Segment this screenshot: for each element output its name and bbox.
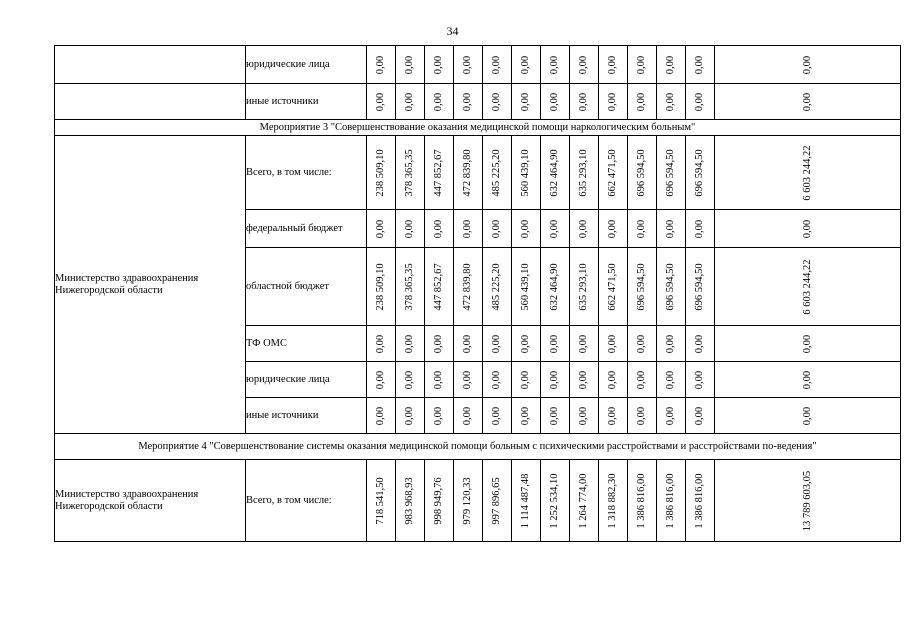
amount-cell [367, 248, 396, 326]
amount-cell [483, 398, 512, 434]
amount-value: 0,00 [433, 406, 444, 425]
amount-value: 696 594,50 [694, 262, 705, 311]
total-value: 0,00 [801, 334, 813, 353]
amount-cell [628, 136, 657, 210]
amount-cell [396, 326, 425, 362]
amount-cell [657, 136, 686, 210]
amount-cell [599, 210, 628, 248]
amount-cell [454, 84, 483, 120]
amount-value: 472 839,80 [462, 148, 473, 197]
amount-value: 0,00 [433, 55, 444, 74]
funding-source-cell: ТФ ОМС [246, 326, 367, 362]
amount-value: 485 225,20 [491, 148, 502, 197]
amount-cell [570, 326, 599, 362]
amount-cell [541, 136, 570, 210]
amount-value: 0,00 [520, 92, 531, 111]
total-cell [715, 136, 901, 210]
amount-cell [512, 136, 541, 210]
amount-value: 0,00 [520, 406, 531, 425]
amount-value: 1 264 774,00 [578, 472, 589, 529]
measure-title: Мероприятие 3 "Совершенствование оказания медицинской помощи наркологическим больным" [55, 120, 901, 136]
amount-cell [628, 210, 657, 248]
amount-cell [599, 326, 628, 362]
amount-cell [454, 326, 483, 362]
amount-value: 0,00 [549, 334, 560, 353]
amount-cell [599, 248, 628, 326]
amount-cell [686, 136, 715, 210]
amount-cell [483, 210, 512, 248]
table-row [55, 460, 901, 542]
amount-value: 0,00 [375, 406, 386, 425]
amount-value: 662 471,50 [607, 262, 618, 311]
total-cell [715, 248, 901, 326]
amount-value: 998 949,76 [433, 476, 444, 525]
amount-value: 997 896,65 [491, 476, 502, 525]
total-value: 6 603 244,22 [801, 144, 813, 201]
amount-value: 0,00 [375, 334, 386, 353]
executor-cell [55, 46, 246, 84]
amount-value: 0,00 [404, 219, 415, 238]
amount-cell [512, 460, 541, 542]
amount-value: 0,00 [607, 334, 618, 353]
amount-cell [570, 46, 599, 84]
amount-cell [396, 84, 425, 120]
executor-cell: Министерство здравоохранения Нижегородской области [55, 460, 246, 542]
amount-cell [657, 46, 686, 84]
amount-cell [628, 460, 657, 542]
amount-value: 1 114 487,48 [520, 473, 531, 528]
amount-cell [628, 46, 657, 84]
amount-value: 0,00 [520, 334, 531, 353]
funding-source-cell: Всего, в том числе: [246, 136, 367, 210]
amount-cell [570, 398, 599, 434]
amount-cell [483, 136, 512, 210]
amount-cell [541, 362, 570, 398]
amount-value: 0,00 [607, 92, 618, 111]
amount-cell [425, 248, 454, 326]
amount-cell [599, 362, 628, 398]
amount-cell [425, 46, 454, 84]
amount-cell [425, 210, 454, 248]
amount-cell [512, 248, 541, 326]
amount-value: 0,00 [607, 55, 618, 74]
amount-cell [425, 136, 454, 210]
amount-value: 635 293,10 [578, 148, 589, 197]
amount-cell [599, 46, 628, 84]
amount-value: 447 852,67 [433, 148, 444, 197]
amount-cell [367, 136, 396, 210]
amount-value: 0,00 [665, 55, 676, 74]
amount-value: 0,00 [665, 370, 676, 389]
amount-value: 0,00 [433, 92, 444, 111]
amount-value: 0,00 [404, 406, 415, 425]
total-value: 6 603 244,22 [801, 258, 813, 315]
total-value: 0,00 [801, 219, 813, 238]
total-value: 0,00 [801, 370, 813, 389]
amount-cell [454, 46, 483, 84]
amount-cell [686, 210, 715, 248]
funding-source-cell: иные источники [246, 84, 367, 120]
amount-cell [367, 398, 396, 434]
amount-value: 696 594,50 [636, 262, 647, 311]
funding-source-cell: юридические лица [246, 46, 367, 84]
amount-value: 560 439,10 [520, 262, 531, 311]
amount-value: 696 594,50 [694, 148, 705, 197]
amount-cell [628, 84, 657, 120]
amount-cell [367, 460, 396, 542]
amount-cell [512, 362, 541, 398]
amount-cell [425, 398, 454, 434]
amount-cell [599, 136, 628, 210]
amount-value: 0,00 [636, 92, 647, 111]
amount-cell [512, 84, 541, 120]
amount-value: 0,00 [549, 370, 560, 389]
amount-value: 718 541,50 [375, 476, 386, 525]
amount-cell [367, 46, 396, 84]
amount-value: 0,00 [462, 92, 473, 111]
amount-value: 0,00 [375, 219, 386, 238]
amount-cell [454, 362, 483, 398]
funding-source-cell: областной бюджет [246, 248, 367, 326]
amount-value: 696 594,50 [665, 148, 676, 197]
amount-cell [628, 362, 657, 398]
amount-value: 0,00 [694, 370, 705, 389]
amount-value: 0,00 [520, 219, 531, 238]
amount-value: 0,00 [375, 55, 386, 74]
amount-cell [686, 46, 715, 84]
amount-cell [686, 248, 715, 326]
amount-cell [599, 398, 628, 434]
amount-value: 0,00 [462, 406, 473, 425]
amount-value: 979 120,33 [462, 476, 473, 525]
amount-cell [570, 362, 599, 398]
total-cell [715, 398, 901, 434]
amount-value: 0,00 [462, 370, 473, 389]
amount-value: 472 839,80 [462, 262, 473, 311]
amount-cell [483, 362, 512, 398]
funding-source-cell: юридические лица [246, 362, 367, 398]
amount-value: 0,00 [694, 55, 705, 74]
amount-value: 0,00 [665, 219, 676, 238]
page-number: 34 [446, 24, 459, 38]
amount-value: 983 968,93 [404, 476, 415, 525]
total-value: 13 789 603,05 [801, 470, 813, 531]
amount-value: 0,00 [375, 370, 386, 389]
amount-value: 0,00 [665, 406, 676, 425]
amount-value: 0,00 [433, 370, 444, 389]
amount-value: 238 509,10 [375, 148, 386, 197]
amount-cell [425, 326, 454, 362]
amount-cell [425, 460, 454, 542]
amount-value: 0,00 [578, 92, 589, 111]
amount-value: 0,00 [375, 92, 386, 111]
amount-cell [686, 460, 715, 542]
amount-cell [541, 46, 570, 84]
amount-value: 447 852,67 [433, 262, 444, 311]
financing-table [54, 45, 901, 542]
amount-value: 0,00 [520, 55, 531, 74]
amount-cell [396, 248, 425, 326]
amount-value: 0,00 [404, 334, 415, 353]
amount-value: 0,00 [665, 92, 676, 111]
funding-source-cell: Всего, в том числе: [246, 460, 367, 542]
amount-cell [483, 46, 512, 84]
amount-value: 0,00 [549, 406, 560, 425]
amount-value: 1 386 816,00 [694, 472, 705, 529]
amount-value: 0,00 [404, 55, 415, 74]
total-value: 0,00 [801, 55, 813, 74]
amount-value: 0,00 [549, 55, 560, 74]
amount-cell [454, 136, 483, 210]
amount-cell [425, 362, 454, 398]
executor-cell: Министерство здравоохранения Нижегородской области [55, 136, 246, 434]
amount-cell [454, 460, 483, 542]
amount-value: 560 439,10 [520, 148, 531, 197]
amount-cell [657, 210, 686, 248]
amount-cell [541, 460, 570, 542]
amount-value: 696 594,50 [636, 148, 647, 197]
table-row [55, 46, 901, 84]
amount-value: 632 464,90 [549, 262, 560, 311]
measure-title: Мероприятие 4 "Совершенствование системы оказания медицинской помощи больным с психическими расстройствами и расстройствами по-ведения" [55, 434, 901, 460]
funding-source-cell: федеральный бюджет [246, 210, 367, 248]
amount-cell [396, 362, 425, 398]
amount-cell [657, 248, 686, 326]
amount-cell [541, 248, 570, 326]
amount-cell [367, 84, 396, 120]
amount-cell [628, 326, 657, 362]
amount-value: 0,00 [491, 334, 502, 353]
amount-value: 0,00 [462, 219, 473, 238]
amount-value: 0,00 [549, 219, 560, 238]
amount-value: 0,00 [578, 334, 589, 353]
amount-value: 0,00 [636, 219, 647, 238]
amount-value: 0,00 [520, 370, 531, 389]
amount-value: 0,00 [491, 92, 502, 111]
amount-cell [541, 210, 570, 248]
amount-value: 0,00 [491, 219, 502, 238]
amount-value: 0,00 [433, 334, 444, 353]
measure-header-row [55, 434, 901, 460]
amount-value: 635 293,10 [578, 262, 589, 311]
amount-value: 0,00 [578, 219, 589, 238]
amount-value: 0,00 [578, 406, 589, 425]
amount-cell [454, 398, 483, 434]
amount-cell [628, 398, 657, 434]
amount-value: 0,00 [636, 55, 647, 74]
amount-cell [686, 398, 715, 434]
amount-value: 238 509,10 [375, 262, 386, 311]
amount-cell [686, 362, 715, 398]
amount-cell [396, 46, 425, 84]
amount-value: 0,00 [404, 370, 415, 389]
amount-value: 0,00 [491, 406, 502, 425]
amount-cell [570, 248, 599, 326]
amount-cell [454, 210, 483, 248]
amount-cell [570, 460, 599, 542]
amount-value: 0,00 [607, 370, 618, 389]
amount-value: 1 386 816,00 [636, 472, 647, 529]
total-cell [715, 46, 901, 84]
table-row [55, 136, 901, 210]
executor-cell [55, 84, 246, 120]
total-cell [715, 84, 901, 120]
amount-value: 1 318 882,30 [607, 472, 618, 529]
amount-value: 378 365,35 [404, 262, 415, 311]
amount-value: 0,00 [694, 406, 705, 425]
amount-cell [512, 46, 541, 84]
amount-value: 0,00 [636, 334, 647, 353]
amount-cell [483, 84, 512, 120]
amount-cell [454, 248, 483, 326]
amount-cell [599, 460, 628, 542]
amount-cell [570, 210, 599, 248]
amount-cell [541, 84, 570, 120]
amount-cell [367, 362, 396, 398]
amount-value: 662 471,50 [607, 148, 618, 197]
amount-value: 485 225,20 [491, 262, 502, 311]
amount-cell [396, 460, 425, 542]
measure-header-row [55, 120, 901, 136]
amount-value: 0,00 [578, 55, 589, 74]
amount-cell [483, 326, 512, 362]
amount-cell [512, 326, 541, 362]
amount-cell [367, 326, 396, 362]
amount-cell [686, 84, 715, 120]
amount-value: 0,00 [607, 406, 618, 425]
amount-cell [657, 362, 686, 398]
amount-value: 0,00 [433, 219, 444, 238]
amount-value: 0,00 [491, 370, 502, 389]
amount-cell [686, 326, 715, 362]
amount-cell [628, 248, 657, 326]
amount-cell [396, 136, 425, 210]
amount-cell [483, 248, 512, 326]
amount-cell [512, 210, 541, 248]
amount-cell [512, 398, 541, 434]
amount-value: 0,00 [607, 219, 618, 238]
amount-value: 378 365,35 [404, 148, 415, 197]
amount-cell [483, 460, 512, 542]
amount-value: 0,00 [665, 334, 676, 353]
amount-value: 0,00 [578, 370, 589, 389]
amount-value: 0,00 [694, 219, 705, 238]
amount-value: 0,00 [694, 92, 705, 111]
total-cell [715, 460, 901, 542]
amount-cell [657, 326, 686, 362]
amount-cell [599, 84, 628, 120]
amount-value: 0,00 [636, 406, 647, 425]
amount-cell [657, 398, 686, 434]
total-cell [715, 362, 901, 398]
total-cell [715, 210, 901, 248]
funding-source-cell: иные источники [246, 398, 367, 434]
amount-value: 0,00 [636, 370, 647, 389]
total-value: 0,00 [801, 92, 813, 111]
amount-cell [396, 398, 425, 434]
amount-value: 0,00 [462, 334, 473, 353]
amount-cell [541, 398, 570, 434]
table-row [55, 84, 901, 120]
total-value: 0,00 [801, 406, 813, 425]
amount-value: 1 252 534,10 [549, 472, 560, 529]
amount-value: 1 386 816,00 [665, 472, 676, 529]
amount-value: 632 464,90 [549, 148, 560, 197]
amount-cell [657, 460, 686, 542]
amount-cell [541, 326, 570, 362]
amount-cell [396, 210, 425, 248]
amount-cell [657, 84, 686, 120]
amount-cell [570, 84, 599, 120]
total-cell [715, 326, 901, 362]
amount-cell [570, 136, 599, 210]
amount-value: 0,00 [549, 92, 560, 111]
amount-value: 0,00 [694, 334, 705, 353]
amount-value: 0,00 [404, 92, 415, 111]
amount-value: 0,00 [491, 55, 502, 74]
amount-cell [425, 84, 454, 120]
amount-value: 0,00 [462, 55, 473, 74]
amount-cell [367, 210, 396, 248]
amount-value: 696 594,50 [665, 262, 676, 311]
